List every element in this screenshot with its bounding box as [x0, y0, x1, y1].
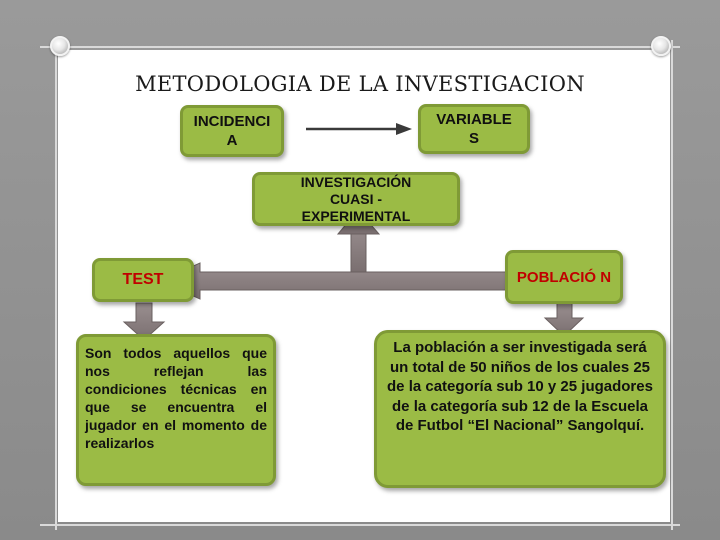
test-description: Son todos aquellos que nos reflejan las condiciones técnicas en que se encuentra el jugador en el momento de realizarlos [85, 345, 267, 451]
poblacion-description-box [374, 330, 666, 488]
node-poblacion-label: POBLACIÓ N [516, 268, 612, 286]
node-variables [418, 104, 530, 154]
node-poblacion [505, 250, 623, 304]
node-test-label: TEST [122, 271, 164, 288]
page-title: METODOLOGIA DE LA INVESTIGACION [135, 72, 585, 96]
node-test [92, 258, 194, 302]
node-investigacion-label: INVESTIGACIÓN CUASI - EXPERIMENTAL [300, 173, 412, 224]
arrow-incidencia-variables [306, 123, 412, 135]
node-investigacion [252, 172, 460, 226]
node-variables-label: VARIABLE S [436, 111, 512, 147]
poblacion-description: La población a ser investigada será un total de 50 niños de los cuales 25 de la categoría sub 10 y 25 jugadores de la categoría sub 12 de la Escuela de Futbol “El Nacional” Sangolquí. [387, 339, 653, 434]
node-incidencia-label: INCIDENCI A [193, 113, 271, 149]
node-incidencia [180, 105, 284, 157]
test-description-box [76, 334, 276, 486]
